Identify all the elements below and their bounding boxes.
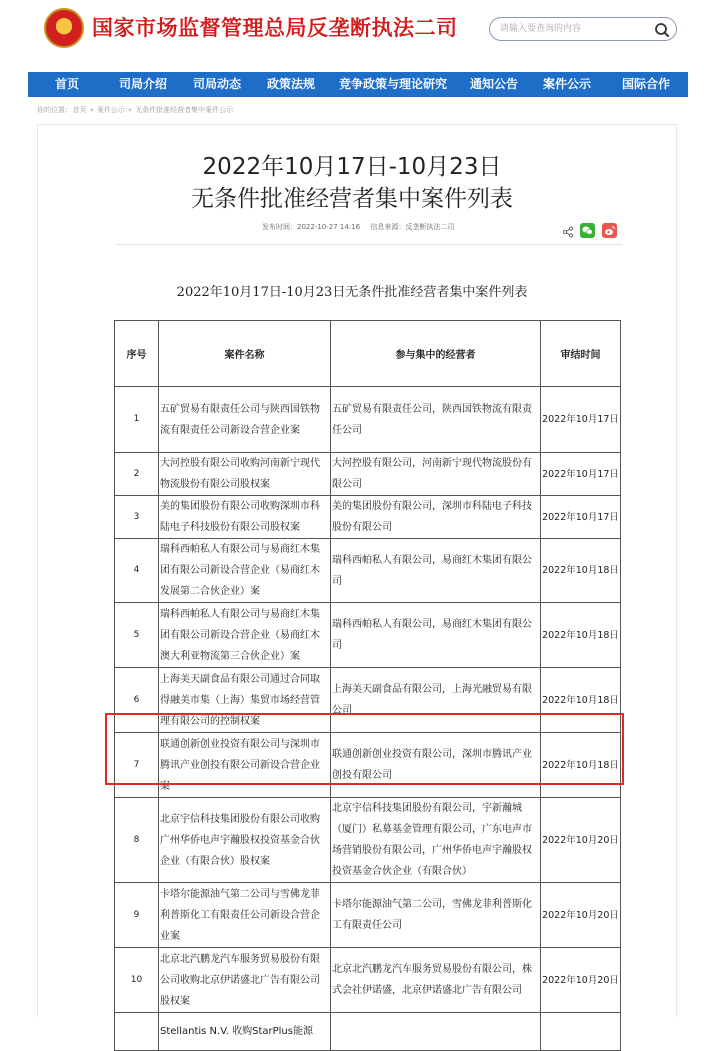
case-name: 大河控股有限公司收购河南新宁现代物流股份有限公司股权案 [159,453,331,496]
national-emblem-icon [44,8,84,48]
case-name: Stellantis N.V. 收购StarPlus能源 [159,1013,331,1051]
site-title[interactable]: 国家市场监督管理总局反垄断执法二司 [92,16,458,40]
article-meta [262,222,462,232]
search-box [489,17,677,41]
case-parties: 五矿贸易有限责任公司，陕西国铁物流有限责任公司 [331,387,541,453]
row-number [115,1013,159,1051]
main-nav [28,72,688,97]
review-date: 2022年10月18日 [541,668,621,733]
breadcrumb-separator: » [89,106,94,114]
row-number: 1 [115,387,159,453]
case-name: 联通创新创业投资有限公司与深圳市腾讯产业创投有限公司新设合营企业案 [159,733,331,798]
review-date: 2022年10月17日 [541,387,621,453]
case-parties: 瑞科西帕私人有限公司，易商红木集团有限公司 [331,539,541,603]
table-row [115,668,621,733]
case-name: 五矿贸易有限责任公司与陕西国铁物流有限责任公司新设合营企业案 [159,387,331,453]
table-row [115,496,621,539]
table-row [115,798,621,883]
table-row [115,539,621,603]
breadcrumb-link[interactable]: 首页 [72,106,87,114]
nav-item-6[interactable]: 案件公示 [542,77,591,91]
row-number: 9 [115,883,159,948]
case-name: 瑞科西帕私人有限公司与易商红木集团有限公司新设合营企业（易商红木澳大利亚物流第三合伙企业）案 [159,603,331,668]
row-number: 6 [115,668,159,733]
nav-item-5[interactable]: 通知公告 [469,77,518,91]
breadcrumb [37,105,236,115]
row-number: 3 [115,496,159,539]
breadcrumb-prefix: 你的位置: [37,106,68,114]
case-parties: 美的集团股份有限公司，深圳市科陆电子科技股份有限公司 [331,496,541,539]
table-row [115,453,621,496]
site-header [0,0,704,62]
case-name: 北京宇信科技集团股份有限公司收购广州华侨电声宇瀚股权投资基金合伙企业（有限合伙）股权案 [159,798,331,883]
wechat-icon[interactable] [580,223,595,238]
row-number: 7 [115,733,159,798]
case-name: 上海美天副食品有限公司通过合同取得融美市集（上海）集贸市场经营管理有限公司的控制权案 [159,668,331,733]
publish-time: 发布时间：2022-10-27 14:16 [262,223,361,231]
case-parties: 瑞科西帕私人有限公司，易商红木集团有限公司 [331,603,541,668]
article-title-line1: 2022年10月17日-10月23日 [202,154,502,180]
breadcrumb-separator: » [127,106,133,114]
case-name: 美的集团股份有限公司收购深圳市科陆电子科技股份有限公司股权案 [159,496,331,539]
search-input[interactable] [500,21,650,37]
review-date: 2022年10月20日 [541,883,621,948]
header-case-name: 案件名称 [159,321,331,387]
share-icon[interactable] [562,226,574,238]
nav-item-3[interactable]: 政策法规 [266,77,315,91]
table-row [115,733,621,798]
meta-divider [116,244,622,245]
case-name: 瑞科西帕私人有限公司与易商红木集团有限公司新设合营企业（易商红木发展第二合伙企业）案 [159,539,331,603]
header-parties: 参与集中的经营者 [331,321,541,387]
review-date [541,1013,621,1051]
search-icon[interactable] [653,21,671,39]
nav-item-1[interactable]: 司局介绍 [118,77,167,91]
table-row [115,883,621,948]
case-parties: 联通创新创业投资有限公司，深圳市腾讯产业创投有限公司 [331,733,541,798]
review-date: 2022年10月18日 [541,603,621,668]
case-parties: 大河控股有限公司，河南新宁现代物流股份有限公司 [331,453,541,496]
review-date: 2022年10月20日 [541,948,621,1013]
breadcrumb-link[interactable]: 无条件批准经营者集中案件公示 [135,106,234,114]
row-number: 2 [115,453,159,496]
case-name: 北京北汽鹏龙汽车服务贸易股份有限公司收购北京伊诺盛北广告有限公司股权案 [159,948,331,1013]
article-title-line2: 无条件批准经营者集中案件列表 [191,186,513,212]
case-parties: 北京宇信科技集团股份有限公司，宇新瀚城（厦门）私募基金管理有限公司，广东电声市场营销股份有限公司，广州华侨电声宇瀚股权投资基金合伙企业（有限合伙） [331,798,541,883]
case-parties: 卡塔尔能源油气第二公司，雪佛龙菲利普斯化工有限责任公司 [331,883,541,948]
row-number: 8 [115,798,159,883]
header-date: 审结时间 [541,321,621,387]
header-no: 序号 [115,321,159,387]
info-source: 信息来源：反垄断执法二司 [370,223,455,231]
nav-item-2[interactable]: 司局动态 [192,77,241,91]
review-date: 2022年10月18日 [541,733,621,798]
review-date: 2022年10月20日 [541,798,621,883]
breadcrumb-link[interactable]: 案件公示 [96,106,125,114]
nav-item-7[interactable]: 国际合作 [621,77,670,91]
weibo-icon[interactable] [602,223,617,238]
case-parties [331,1013,541,1051]
review-date: 2022年10月18日 [541,539,621,603]
table-row [115,603,621,668]
table-row [115,948,621,1013]
table-row [115,1013,621,1051]
table-title: 2022年10月17日-10月23日无条件批准经营者集中案件列表 [176,285,528,300]
row-number: 10 [115,948,159,1013]
table-row [115,387,621,453]
table-header-row [115,321,621,387]
row-number: 4 [115,539,159,603]
review-date: 2022年10月17日 [541,453,621,496]
nav-item-0[interactable]: 首页 [54,77,79,91]
case-parties: 北京北汽鹏龙汽车服务贸易股份有限公司，株式会社伊诺盛，北京伊诺盛北广告有限公司 [331,948,541,1013]
nav-item-4[interactable]: 竞争政策与理论研究 [338,77,447,91]
review-date: 2022年10月17日 [541,496,621,539]
case-parties: 上海美天副食品有限公司，上海光融贸易有限公司 [331,668,541,733]
case-name: 卡塔尔能源油气第二公司与雪佛龙菲利普斯化工有限责任公司新设合营企业案 [159,883,331,948]
row-number: 5 [115,603,159,668]
cases-table [114,320,621,1051]
